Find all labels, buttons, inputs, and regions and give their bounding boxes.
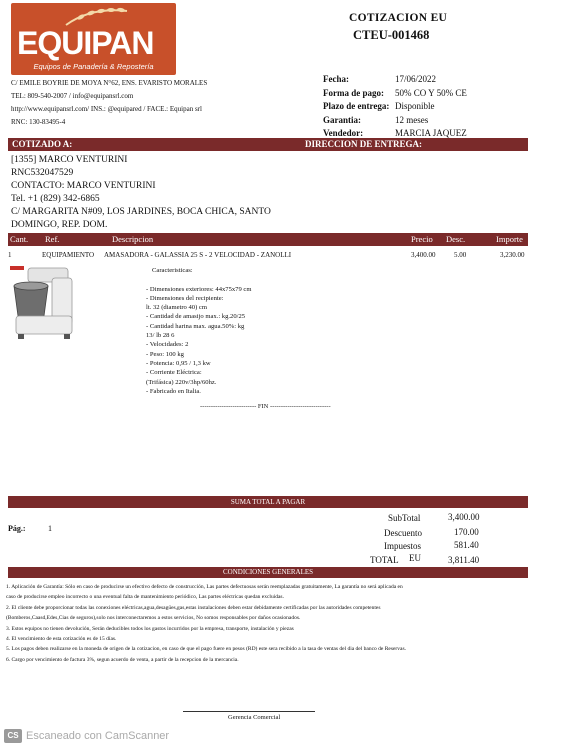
impuestos-value: 581.40 — [454, 540, 479, 550]
conditions-list — [6, 582, 541, 665]
feature-line: - Potencia: 0,95 / 1,3 kw — [146, 359, 211, 367]
logo-wordmark: EQUIPAN — [17, 25, 154, 61]
wheat-icon — [61, 5, 131, 27]
camscanner-icon: CS — [4, 729, 22, 743]
feature-line: - Velocidades: 2 — [146, 341, 189, 349]
condition-line: 2. El cliente debe proporcionar todas las conexiones eléctricas,agua,desagües,gas,estas instalaciones deben estar debidamente certificadas por las autoridades competentes — [6, 604, 381, 611]
meta-key: Fecha: — [323, 74, 349, 84]
meta-key: Garantia: — [323, 114, 361, 125]
cotizado-label: COTIZADO A: — [12, 139, 73, 149]
logo-tagline: Equipos de Panadería & Repostería — [33, 62, 154, 71]
signature-line — [183, 711, 315, 712]
client-line: RNC532047529 — [11, 168, 74, 178]
condition-line: 5. Los pagos deben realizarse en la moneda de origen de la cotizacion, en caso de que el pago fuere en pesos (RD) este sera recibido a la tasa de ventas del dia del banco de Reservas. — [6, 646, 406, 653]
conditions-bar: CONDICIONES GENERALES — [8, 567, 528, 578]
fin-marker: -------------------------- FIN ---------------------------- — [200, 403, 331, 410]
meta-key: Forma de pago: — [323, 87, 384, 98]
row-ref: EQUIPAMIENTO — [42, 251, 95, 259]
meta-value: MARCIA JAQUEZ — [395, 128, 467, 138]
page-label: Pág.: — [8, 524, 26, 533]
doc-number: CTEU-001468 — [353, 28, 430, 42]
col-cant: Cant. — [10, 234, 29, 244]
doc-title: COTIZACION EU — [349, 12, 448, 24]
total-value: 3,811.40 — [448, 555, 480, 565]
meta-key: Plazo de entrega: — [323, 101, 390, 111]
feature-line: - Fabricado en Italia. — [146, 387, 201, 395]
items-table-header — [8, 233, 528, 246]
client-line: C/ MARGARITA N#09, LOS JARDINES, BOCA CHICA, SANTO — [11, 207, 271, 217]
condition-line: caso de producirse empleo incorrecto o una eventual falta de mantenimiento periódico, Las partes eléctricas quedan excluidas. — [6, 594, 284, 601]
company-address: C/ EMILE BOYRIE DE MOYA N°62, ENS. EVARISTO MORALES — [11, 79, 208, 87]
client-line: CONTACTO: MARCO VENTURINI — [11, 181, 156, 191]
row-precio: 3,400.00 — [411, 251, 436, 259]
feature-line: (Trifásica) 220v/3hp/60hz. — [146, 378, 217, 386]
company-contact: TEL: 809-540-2007 / info@equipansrl.com — [11, 92, 134, 100]
condition-line: 3. Estos equipos no tienen devolución, Serán deducibles todos los gastos incurridos por la empresa, transporte, instalación y piezas — [6, 625, 294, 632]
row-dto: 5.00 — [454, 251, 467, 259]
total-label: TOTAL — [370, 555, 399, 565]
col-desc: Descripcion — [112, 234, 154, 244]
summary-bar: SUMA TOTAL A PAGAR — [8, 496, 528, 508]
client-line: DOMINGO, REP. DOM. — [11, 220, 108, 230]
col-precio: Precio — [411, 234, 433, 244]
meta-row — [323, 87, 467, 101]
col-dto: Desc. — [446, 234, 466, 244]
feature-line: Caracteristicas: — [152, 267, 193, 274]
client-header-bar — [8, 138, 528, 151]
meta-row — [323, 73, 467, 87]
equipan-logo — [11, 3, 176, 75]
company-info — [11, 77, 241, 129]
meta-value: 12 meses — [395, 114, 429, 125]
mixer-product-image — [8, 264, 76, 342]
subtotal-label: SubTotal — [388, 513, 421, 523]
client-line: [1355] MARCO VENTURINI — [11, 155, 128, 165]
meta-key: Vendedor: — [323, 128, 364, 138]
product-features — [146, 266, 296, 396]
direccion-label: DIRECCION DE ENTREGA: — [305, 139, 423, 149]
descuento-label: Descuento — [384, 528, 422, 538]
row-cant: 1 — [8, 251, 12, 259]
currency: EU — [409, 553, 421, 563]
subtotal-value: 3,400.00 — [448, 512, 480, 522]
quote-meta — [323, 73, 467, 141]
client-info — [11, 154, 271, 232]
impuestos-label: Impuestos — [384, 541, 421, 551]
camscanner-watermark — [4, 729, 169, 743]
company-rnc: RNC: 130-83495-4 — [11, 118, 66, 126]
feature-line: 13/ lb 28 6 — [146, 332, 175, 340]
meta-row — [323, 114, 467, 128]
meta-value: Disponible — [395, 101, 435, 111]
feature-line — [146, 275, 296, 284]
meta-value: 50% CO Y 50% CE — [395, 87, 467, 98]
feature-line: - Dimensiones exteriores: 44x75x79 cm — [146, 285, 252, 293]
signature-label: Gerencia Comercial — [228, 714, 281, 721]
feature-line: - Peso: 100 kg — [146, 350, 184, 358]
condition-line: (Bomberos,Caasd,Edes,Cias de seguros),solo nos interconectaremos a estos servicios, No somos responsables por daños ocasionados. — [6, 615, 301, 622]
company-web: http://www.equipansrl.com/ INS.: @equipared / FACE.: Equipan srl — [11, 105, 202, 113]
feature-line: - Corriente Eléctrica: — [146, 369, 202, 377]
feature-line: lt. 32 (diametro 40) cm — [146, 304, 207, 312]
feature-line: - Dimensiones del recipiente: — [146, 294, 224, 302]
feature-line: - Cantidad de amasijo max.: kg.20/25 — [146, 313, 246, 321]
condition-line: 1. Aplicación de Garantía: Sólo en caso de producirse un efectivo defecto de construcción, Las partes defectuosas serán reemplazadas gratuitamente, La garantía no será aplicada en — [6, 584, 403, 590]
feature-line: - Cantidad harina max. agua.50%: kg — [146, 322, 245, 330]
descuento-value: 170.00 — [454, 527, 479, 537]
client-line: Tel. +1 (829) 342-6865 — [11, 194, 100, 204]
condition-line: 4. El vencimiento de esta cotización es de 15 días. — [6, 636, 117, 643]
row-desc: AMASADORA - GALASSIA 25 S - 2 VELOCIDAD - ZANOLLI — [104, 251, 292, 259]
meta-value: 17/06/2022 — [395, 74, 437, 84]
condition-line: 6. Cargo por vencimiento de factura 3%, segun acuerdo de venta, a partir de la recepcion de la mercancia. — [6, 656, 239, 663]
col-ref: Ref. — [45, 234, 60, 244]
row-importe: 3,230.00 — [500, 251, 525, 259]
col-importe: Importe — [496, 234, 523, 244]
camscanner-text: Escaneado con CamScanner — [26, 730, 170, 742]
meta-row — [323, 100, 467, 114]
page-number: 1 — [48, 524, 52, 533]
